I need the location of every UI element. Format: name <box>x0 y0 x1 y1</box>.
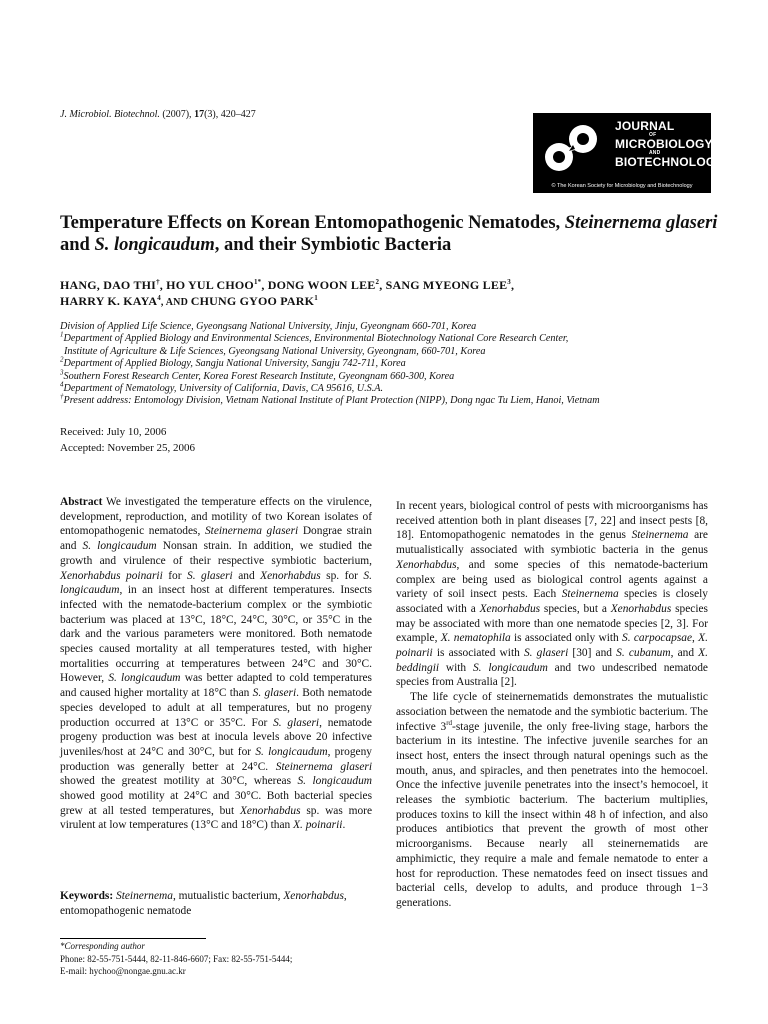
affiliation-mark: 1 <box>60 331 64 340</box>
abstract-text: Nonsan strain. In addition, we studied the growth and virulence of their respective symbiotic bacterium, <box>60 540 372 567</box>
abstract-text: We investigated the temperature effects on the virulence, development, reproduction, and motility of two Korean isolates of entomopathogenic nematodes, <box>60 496 372 538</box>
logo-line-journal: JOURNAL <box>615 119 675 133</box>
intro-text: In recent years, biological control of pests with microorganisms has received attention both in plant diseases [7, 22] and insect pests [8, 18]. Entomopathogenic nematodes in the genus <box>396 500 708 542</box>
received-date: Received: July 10, 2006 <box>60 426 167 438</box>
abstract-text: . Both nematode species developed to adult at all temperatures, but no progeny production occurred at 13°C or 35°C. For <box>60 687 372 729</box>
paper-title <box>60 212 720 256</box>
author-name: CHUNG GYOO PARK <box>190 294 315 308</box>
abstract-species: S. longicaudum <box>255 745 328 758</box>
intro-species: Steinernema <box>561 588 619 601</box>
author-name: , DONG WOON LEE <box>261 278 376 292</box>
abstract-text: was better adapted to cold temperatures and caused higher mortality at 18°C than <box>60 672 372 700</box>
accepted-date: Accepted: November 25, 2006 <box>60 442 196 454</box>
corresponding-author-label: *Corresponding author <box>60 941 145 951</box>
abstract-text: for <box>162 569 188 582</box>
intro-species: X. poinarii <box>396 632 708 660</box>
abstract-species: S. longicaudum <box>297 775 372 788</box>
intro-species: Steinernema <box>631 529 689 542</box>
citation-year: (2007), <box>162 109 192 120</box>
abstract-label: Abstract <box>60 496 103 508</box>
abstract-text: Dongrae strain and <box>60 525 372 553</box>
abstract-species: Steinernema glaseri <box>275 760 372 773</box>
affiliation-present-address <box>60 395 720 407</box>
title-text: and <box>60 235 95 255</box>
keyword: , mutualistic bacterium, <box>172 890 284 902</box>
affiliation-text: Present address: Entomology Division, Vietnam National Institute of Plant Protection (NIPP), Dong ngac Tu Liem, Hanoi, Vietnam <box>63 395 600 407</box>
keyword: Xenorhabdus <box>283 890 344 902</box>
abstract-text: showed good motility at 24°C and 30°C. Both bacterial species grew at all tested temperatures, but <box>60 790 372 817</box>
journal-emblem-icon <box>539 119 605 179</box>
journal-logo <box>533 113 724 193</box>
intro-text: with <box>439 661 473 674</box>
intro-paragraph-2 <box>396 690 708 911</box>
abstract-species: S. longicaudum <box>108 672 181 685</box>
intro-text: , and <box>670 647 699 660</box>
keyword: Steinernema <box>116 890 173 902</box>
logo-line-microbiology: MICROBIOLOGY <box>615 137 713 151</box>
submission-dates <box>60 424 195 456</box>
keywords <box>60 889 372 918</box>
author-affiliation-mark: 2 <box>375 278 380 286</box>
author-name: , SANG MYEONG LEE <box>379 278 508 292</box>
abstract-species: Xenorhabdus <box>260 569 321 582</box>
logo-line-biotechnology: BIOTECHNOLOGY <box>615 155 724 169</box>
author-name: HANG, DAO THI <box>60 278 157 292</box>
keywords-label: Keywords: <box>60 890 116 902</box>
journal-abbrev: J. Microbiol. Biotechnol. <box>60 109 160 120</box>
title-text: , and their Symbiotic Bacteria <box>214 235 452 255</box>
abstract-species: S. longicaudum <box>60 569 372 597</box>
affiliations <box>60 321 720 408</box>
abstract-species: S. glaseri <box>273 716 320 729</box>
affiliation-4 <box>60 380 720 395</box>
abstract-species: Xenorhabdus <box>239 804 301 817</box>
title-text: Temperature Effects on Korean Entomopathogenic Nematodes, <box>60 213 565 233</box>
author-affiliation-mark: 1 <box>314 294 318 302</box>
intro-species: Xenorhabdus <box>479 602 541 615</box>
logo-and: AND <box>649 150 661 156</box>
abstract-text: . <box>342 819 346 832</box>
keyword: , entomopathogenic nematode <box>60 890 347 917</box>
intro-text: , <box>692 632 699 645</box>
citation-volume: 17 <box>194 109 205 120</box>
author-affiliation-mark: 4 <box>157 294 161 302</box>
abstract-text: , nematode progeny production was best at inocula levels above 20 infective juveniles/host at 24°C and 30°C, but for <box>60 716 372 758</box>
intro-species: S. longicaudum <box>472 661 548 674</box>
author-name: HARRY K. KAYA <box>60 294 158 308</box>
affiliation-text: Department of Applied Biology, Sangju National University, Sangju 742-711, Korea <box>63 358 406 370</box>
intro-species: S. cubanum <box>616 647 671 660</box>
logo-society-footer: © The Korean Society for Microbiology and Biotechnology <box>551 183 693 189</box>
intro-text: The life cycle of steinernematids demonstrates the mutualistic association between the nematode and the symbiotic bacterium. The infective 3 <box>396 691 708 733</box>
intro-paragraph-1 <box>396 499 708 690</box>
author-line-1: HANG, DAO THI†, HO YUL $CHOO^{1*}$, DONG WOON LEE$^2$, SANG MYEONG LEE$^3$, <box>60 278 515 292</box>
affiliation-mark: 4 <box>60 380 64 389</box>
corresponding-author-footnote <box>60 940 292 978</box>
affiliation-3 <box>60 368 720 383</box>
intro-species: Xenorhabdus <box>396 558 457 571</box>
intro-text: species may be associated with more than one nematode species [2, 3]. For example, <box>396 602 708 645</box>
affiliation-text: Department of Nematology, University of California, Davis, CA 95616, U.S.A. <box>63 383 384 395</box>
intro-species: S. carpocapsae <box>622 632 693 645</box>
author-name: , HO YUL CHOO <box>159 278 254 292</box>
abstract-species: Steinernema glaseri <box>204 525 299 538</box>
abstract-species: S. glaseri <box>187 569 233 582</box>
contact-phone: Phone: 82-55-751-5444, 82-11-846-6607; Fax: 82-55-751-5444; <box>60 953 293 964</box>
journal-citation <box>60 109 256 120</box>
abstract-species: S. glaseri <box>252 687 297 700</box>
title-species-2: S. longicaudum <box>94 235 215 255</box>
abstract-text: , in an insect host at different temperatures. Insects infected with the nematode-bacterium complex or the symbiotic bacterium was placed at 13°C, 18°C, 24°C, 30°C, or 35°C in the dark and the various parameters were monitored. Both nematode species caused mortality at all temperatures tested, with higher mortalities occurring at temperatures between 24°C and 30°C. However, <box>60 584 372 685</box>
intro-text: is associated only with <box>510 632 623 645</box>
author-affiliation-mark: † <box>156 278 160 286</box>
abstract-species: S. longicaudum <box>82 540 157 553</box>
author-conjunction: , AND <box>160 297 191 308</box>
intro-text: and two undescribed nematode species from Australia [2]. <box>396 661 708 689</box>
intro-species: Xenorhabdus <box>610 602 672 615</box>
intro-text: are mutualistically associated with symbiotic bacteria in the genus <box>396 529 708 557</box>
affiliation-mark: 3 <box>60 368 64 377</box>
abstract-text: sp. for <box>320 569 364 582</box>
abstract-text: and <box>232 569 261 582</box>
intro-text: -stage juvenile, the only free-living stage, harbors the bacterium in its intestine. The infective juvenile searches for an insect host, enters the insect through natural openings such as the mouth, anus, and spiracles, and then penetrates into the hemocoel. Once the infective juvenile penetrates into the insect’s hemocoel, it releases the symbiotic bacterium. The bacterium multiplies, produces toxins to kill the insect within 48 h of infection, and also produces antibiotics that prevent the growth of most other microorganisms. Because nearly all steinernematids are amphimictic, they require a male and female nematode to enter a host for reproduction. These nematodes feed on insect tissues and bacterial cells, develop to adults, and produce through 1−3 generations. <box>396 720 708 909</box>
intro-text: species is closely associated with a <box>396 588 708 615</box>
intro-species: X. beddingii <box>396 647 708 674</box>
affiliation-mark: † <box>60 393 64 402</box>
citation-issue-pages: (3), 420–427 <box>204 109 256 120</box>
author-line-2 <box>60 293 720 311</box>
author-list <box>60 277 720 311</box>
intro-text: is associated with <box>432 647 524 660</box>
author-affiliation-mark: 3 <box>507 278 511 286</box>
introduction <box>396 499 708 911</box>
affiliation-text: Southern Forest Research Center, Korea Forest Research Institute, Gyeongnam 660-300, Korea <box>63 370 455 382</box>
abstract-text: showed the greatest motility at 30°C, whereas <box>60 775 298 788</box>
intro-text: , and some species of this nematode-bacterium complex are being used as biological control agents against a variety of soil insect pests. Each <box>396 558 708 601</box>
abstract <box>60 495 372 833</box>
ordinal-suffix: rd <box>446 718 453 727</box>
logo-of: OF <box>649 132 657 138</box>
affiliation-1-continued: Institute of Agriculture & Life Sciences, Gyeongsang National University, Gyeongnam, 660-701, Korea <box>64 345 486 357</box>
affiliation-text: Department of Applied Biology and Environmental Sciences, Environmental Biotechnology National Core Research Center, <box>63 333 569 345</box>
intro-text: species, but a <box>540 602 611 615</box>
title-species-1: Steinernema glaseri <box>564 213 718 233</box>
intro-species: S. glaseri <box>523 647 569 660</box>
contact-email: E-mail: hychoo@nongae.gnu.ac.kr <box>60 966 186 977</box>
intro-species: X. nematophila <box>440 632 511 645</box>
intro-text: [30] and <box>568 647 617 660</box>
affiliation-mark: 2 <box>60 355 64 364</box>
author-affiliation-mark: 1* <box>253 278 262 286</box>
affiliation-2 <box>60 355 720 370</box>
journal-wordmark <box>615 120 724 168</box>
abstract-species: X. poinarii <box>293 819 343 832</box>
abstract-text: , progeny production was generally better at 24°C. <box>60 745 372 773</box>
abstract-text: sp. was more virulent at low temperatures (13°C and 18°C) than <box>60 804 373 832</box>
affiliation-main: Division of Applied Life Science, Gyeongsang National University, Jinju, Gyeongnam 660-701, Korea <box>60 321 477 332</box>
abstract-species: Xenorhabdus poinarii <box>60 569 163 582</box>
affiliation-1 <box>60 333 720 345</box>
footnote-rule <box>60 938 206 939</box>
